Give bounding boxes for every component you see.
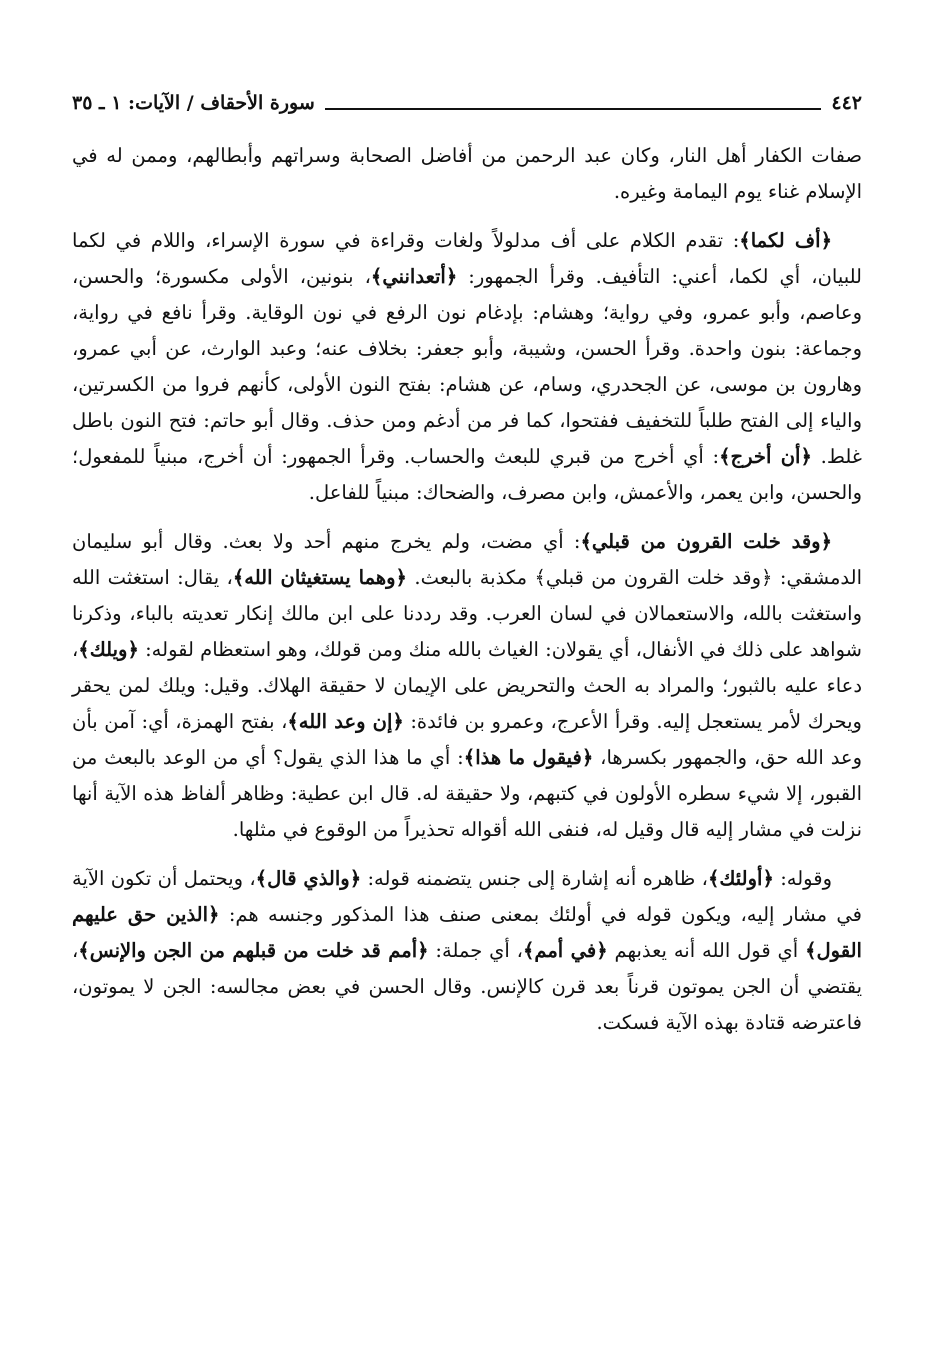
text-segment: وقوله:	[773, 867, 832, 890]
text-segment: ، بفتح الهمزة، أي: آمن بأن وعد الله حق، والجمهور بكسرها،	[72, 710, 862, 769]
quoted-verse: ﴿أمم قد خلت من قبلهم من الجن والإنس﴾	[78, 939, 429, 962]
text-segment: ، بنونين، الأولى مكسورة؛ والحسن، وعاصم، وأبو عمرو، وفي رواية؛ وهشام: بإدغام نون الرفع في نون الوقاية. وقرأ نافع في رواية، وجماعة: بنون واحدة. وقرأ الحسن، وشيبة، وأبو جعفر: بخلاف عنه؛ وعبد الوارث، عن أبي عمرو، وهارون بن موسى، عن الجحدري، وسام، عن هشام: بفتح النون الأولى، كأنهم فروا من الكسرتين، والياء إلى الفتح طلباً للتخفيف ففتحوا، كما فر من أدغم ومن حذف. وقال أبو حاتم: فتح النون باطل غلط.	[72, 265, 862, 468]
text-segment: ، أي جملة:	[428, 939, 523, 962]
text-segment: : أي ما هذا الذي يقول؟ أي من الوعد بالبعث من القبور، إلا شيء سطره الأولون في كتبهم، ولا حقيقة له. قال ابن عطية: وظاهر ألفاظ هذه الآية أنها نزلت في مشار إليه قال وقيل له، فنفى الله أقواله تحذيراً من الوقوع في مثلها.	[72, 746, 862, 841]
running-header	[72, 86, 862, 116]
header-rule	[325, 108, 822, 110]
main-text	[72, 138, 862, 1054]
quoted-verse: ﴿وقد خلت القرون من قبلي﴾	[580, 530, 832, 553]
text-segment: ، يقتضي أن الجن يموتون قرناً بعد قرن كالإنس. وقال الحسن في بعض مجالسه: الجن لا يموتون، فاعترضه قتادة بهذه الآية فسكت.	[72, 939, 862, 1034]
text-segment: ، يقال: استغثت الله واستغثت بالله، والاستعمالان في لسان العرب. وقد رددنا على ابن مالك إنكار تعديته بالباء، وذكرنا شواهد على ذلك في الأنفال، أي يقولان: الغياث بالله منك ومن قولك، وهو استعظام لقوله:	[72, 566, 862, 661]
quoted-verse: ﴿وهما يستغيثان الله﴾	[232, 566, 407, 589]
paragraph	[72, 138, 862, 210]
text-segment: صفات الكفار أهل النار، وكان عبد الرحمن من أفاضل الصحابة وسراتهم وأبطالهم، وممن له في الإسلام غناء يوم اليمامة وغيره.	[72, 144, 862, 203]
quoted-verse: ﴿أولئك﴾	[707, 867, 774, 890]
running-title: سورة الأحقاف / الآيات: ١ ـ ٣٥	[72, 92, 315, 114]
quoted-verse: ﴿في أمم﴾	[522, 939, 608, 962]
text-segment: ، ظاهره أنه إشارة إلى جنس يتضمنه قوله:	[361, 867, 708, 890]
paragraph	[72, 861, 862, 1041]
text-segment: : أي مضت، ولم يخرج منهم أحد ولا بعث. وقال أبو سليمان الدمشقي:	[72, 530, 863, 589]
paragraph	[72, 223, 862, 511]
quoted-verse: ﴿أف لكما﴾	[739, 229, 832, 252]
quoted-verse: ﴿أتعدانني﴾	[370, 265, 458, 288]
text-segment: : أي أخرج من قبري للبعث والحساب. وقرأ الجمهور: أن أخرج، مبنياً للمفعول؛ والحسن، وابن يعمر، والأعمش، وابن مصرف، والضحاك: مبنياً للفاعل.	[72, 445, 862, 504]
quoted-verse: ﴿والذي قال﴾	[255, 867, 362, 890]
text-segment: أي قول الله أنه يعذبهم	[607, 939, 806, 962]
page-number: ٤٤٢	[831, 92, 862, 114]
quoted-verse: ﴿إن وعد الله﴾	[287, 710, 404, 733]
quoted-verse: ﴿أن أخرج﴾	[719, 445, 812, 468]
text-segment: : تقدم الكلام على أف مدلولاً ولغات وقراءة في سورة الإسراء، واللام في لكما للبيان، أي لكما، أعني: التأفيف. وقرأ الجمهور:	[72, 229, 862, 288]
quoted-verse: ﴿الذين حق عليهم القول﴾	[72, 903, 862, 962]
quoted-verse: ﴿ويلك﴾	[78, 638, 139, 661]
text-segment: ، دعاء عليه بالثبور؛ والمراد به الحث والتحريض على الإيمان لا حقيقة الهلاك. وقيل: ويلك لمن يحقر ويحرك لأمر يستعجل إليه. وقرأ الأعرج، وعمرو بن فائدة:	[72, 638, 862, 733]
paragraph	[72, 524, 862, 848]
quoted-verse: ﴿فيقول ما هذا﴾	[463, 746, 594, 769]
text-segment: مكذبة بالبعث.	[406, 566, 535, 589]
text-segment: ﴿وقد خلت القرون من قبلي﴾	[534, 566, 773, 589]
text-segment: ، ويحتمل أن تكون الآية في مشار إليه، ويكون قوله في أولئك بمعنى صنف هذا المذكور وجنسه هم:	[72, 867, 862, 926]
